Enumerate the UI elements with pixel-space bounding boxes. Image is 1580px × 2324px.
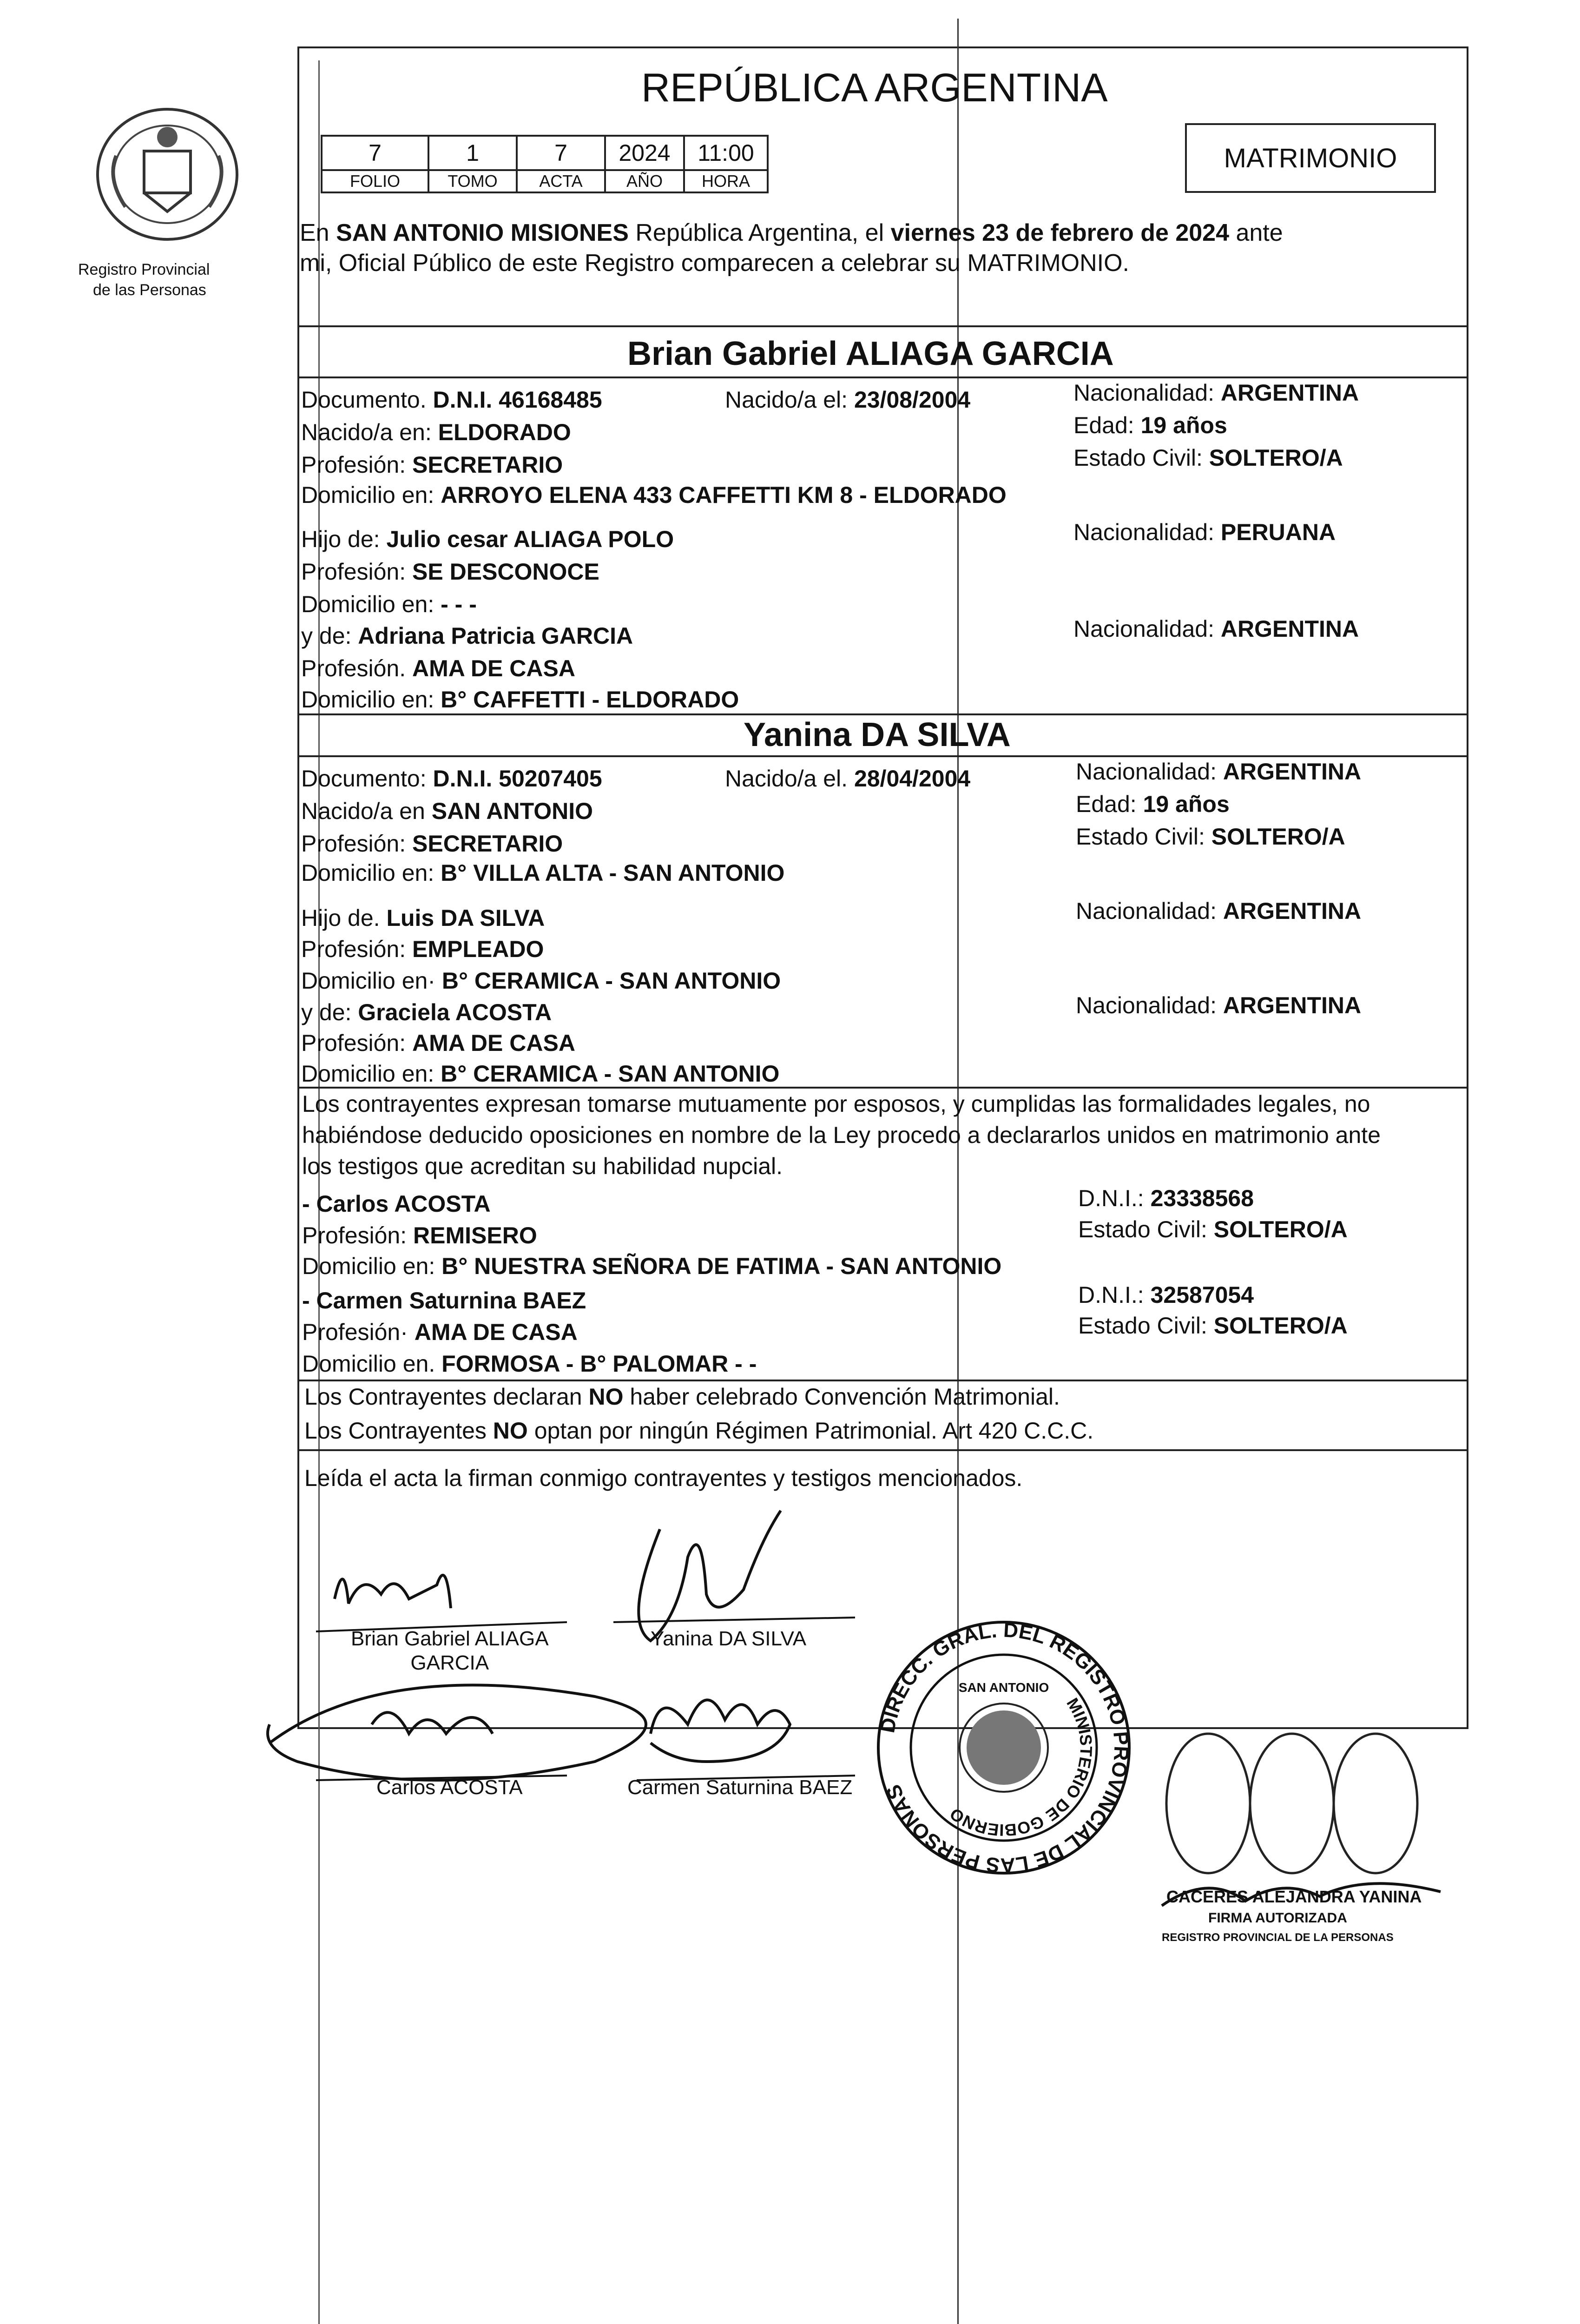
- closing-text: Leída el acta la firman conmigo contrayentes y testigos mencionados.: [304, 1465, 1023, 1491]
- spouse2-name: Yanina DA SILVA: [744, 716, 1011, 753]
- spouse2-padre-nac: Nacionalidad: ARGENTINA: [1076, 898, 1362, 924]
- spouse1-madre: y de: Adriana Patricia GARCIA: [301, 623, 633, 649]
- registry-name-line1: Registro Provincial: [78, 261, 210, 278]
- intro-place: SAN ANTONIO MISIONES: [336, 219, 629, 246]
- intro-p1: En: [300, 219, 336, 246]
- declaration-line1: Los contrayentes expresan tomarse mutuamente por esposos, y cumplidas las formalidades legales, no: [302, 1091, 1370, 1117]
- sig2-label: Yanina DA SILVA: [651, 1627, 807, 1650]
- spouse1-edad: Edad: 19 años: [1073, 412, 1227, 438]
- intro-line1: [300, 218, 1283, 247]
- divider: [297, 325, 1468, 327]
- spouse2-madre: y de: Graciela ACOSTA: [301, 999, 552, 1025]
- official-registry: REGISTRO PROVINCIAL DE LA PERSONAS: [1162, 1931, 1394, 1944]
- witness2-domicilio: Domicilio en. FORMOSA - B° PALOMAR - -: [302, 1351, 757, 1377]
- spouse2-padre-prof: Profesión: EMPLEADO: [301, 936, 544, 962]
- witness2-profesion: Profesión· AMA DE CASA: [302, 1319, 578, 1345]
- official-role: FIRMA AUTORIZADA: [1208, 1910, 1347, 1926]
- spouse2-domicilio: Domicilio en: B° VILLA ALTA - SAN ANTONIO: [301, 860, 785, 886]
- spouse1-padre-nac: Nacionalidad: PERUANA: [1073, 519, 1336, 545]
- spouse2-edad: Edad: 19 años: [1076, 791, 1230, 817]
- sig1-label: Brian Gabriel ALIAGA GARCIA: [351, 1627, 549, 1674]
- spouse1-madre-dom: Domicilio en: B° CAFFETTI - ELDORADO: [301, 687, 739, 713]
- witness1-name: - Carlos ACOSTA: [302, 1191, 491, 1217]
- spouse1-documento: Documento. D.N.I. 46168485: [301, 387, 602, 413]
- divider: [297, 1380, 1468, 1381]
- spouse1-padre: Hijo de: Julio cesar ALIAGA POLO: [301, 526, 674, 552]
- seal-center-text: SAN ANTONIO: [958, 1680, 1049, 1695]
- spouse1-nacionalidad: Nacionalidad: ARGENTINA: [1073, 380, 1359, 406]
- act-type: MATRIMONIO: [1224, 143, 1397, 173]
- tomo-value: 1: [428, 136, 517, 170]
- witness2-dni: D.N.I.: 32587054: [1078, 1282, 1254, 1308]
- intro-p3: ante: [1229, 219, 1283, 246]
- act-type-box: [1185, 123, 1436, 193]
- spouse2-profesion: Profesión: SECRETARIO: [301, 831, 563, 857]
- seal-inner-text: MINISTERIO DE GOBIERNO: [946, 1694, 1096, 1840]
- spouse1-padre-dom: Domicilio en: - - -: [301, 591, 477, 617]
- spouse2-estado: Estado Civil: SOLTERO/A: [1076, 824, 1345, 850]
- hora-label: HORA: [684, 170, 768, 192]
- registry-name-line2: de las Personas: [93, 281, 206, 299]
- spouse2-padre: Hijo de. Luis DA SILVA: [301, 905, 545, 931]
- spouse2-nacido-el: Nacido/a el. 28/04/2004: [725, 766, 971, 792]
- province-logo: [88, 100, 246, 249]
- acta-value: 7: [517, 136, 605, 170]
- intro-date: viernes 23 de febrero de 2024: [890, 219, 1230, 246]
- fingerprints: [1162, 1729, 1422, 1878]
- witness1-domicilio: Domicilio en: B° NUESTRA SEÑORA DE FATIMA - SAN ANTONIO: [302, 1253, 1002, 1279]
- regime-line1: Los Contrayentes declaran NO haber celebrado Convención Matrimonial.: [304, 1384, 1060, 1410]
- divider: [297, 1087, 1468, 1089]
- spouse1-domicilio: Domicilio en: ARROYO ELENA 433 CAFFETTI KM 8 - ELDORADO: [301, 482, 1007, 508]
- spouse1-madre-prof: Profesión. AMA DE CASA: [301, 655, 575, 681]
- spouse1-madre-nac: Nacionalidad: ARGENTINA: [1073, 616, 1359, 642]
- spouse2-nacionalidad: Nacionalidad: ARGENTINA: [1076, 759, 1362, 785]
- divider: [297, 376, 1468, 378]
- anio-value: 2024: [605, 136, 684, 170]
- record-table: [321, 135, 769, 193]
- divider: [297, 713, 1468, 715]
- tomo-label: TOMO: [428, 170, 517, 192]
- spouse2-documento: Documento: D.N.I. 50207405: [301, 766, 602, 792]
- official-seal: [874, 1618, 1134, 1878]
- spouse2-padre-dom: Domicilio en· B° CERAMICA - SAN ANTONIO: [301, 968, 781, 994]
- divider: [297, 1449, 1468, 1451]
- country-title: REPÚBLICA ARGENTINA: [641, 66, 1108, 110]
- witness1-dni: D.N.I.: 23338568: [1078, 1185, 1254, 1211]
- spouse2-madre-prof: Profesión: AMA DE CASA: [301, 1030, 575, 1056]
- folio-value: 7: [322, 136, 428, 170]
- hora-value: 11:00: [684, 136, 768, 170]
- spouse1-nacido-en: Nacido/a en: ELDORADO: [301, 419, 571, 445]
- witness2-estado: Estado Civil: SOLTERO/A: [1078, 1313, 1348, 1339]
- witness1-estado: Estado Civil: SOLTERO/A: [1078, 1216, 1348, 1242]
- spouse1-nacido-el: Nacido/a el: 23/08/2004: [725, 387, 971, 413]
- declaration-line3: los testigos que acreditan su habilidad nupcial.: [302, 1153, 783, 1179]
- official-name: CACERES ALEJANDRA YANINA: [1166, 1887, 1422, 1906]
- witness2-name: - Carmen Saturnina BAEZ: [302, 1287, 586, 1314]
- seal-outer-text: DIRECC. GRAL. DEL REGISTRO PROVINCIAL DE LAS PERSONAS: [876, 1618, 1133, 1877]
- spouse1-estado: Estado Civil: SOLTERO/A: [1073, 445, 1343, 471]
- intro-line2: mi, Oficial Público de este Registro comparecen a celebrar su MATRIMONIO.: [300, 250, 1129, 277]
- folio-label: FOLIO: [322, 170, 428, 192]
- divider: [297, 755, 1468, 757]
- spouse1-padre-prof: Profesión: SE DESCONOCE: [301, 559, 599, 585]
- intro-p2: República Argentina, el: [628, 219, 891, 246]
- spouse2-madre-dom: Domicilio en: B° CERAMICA - SAN ANTONIO: [301, 1061, 780, 1087]
- regime-line2: Los Contrayentes NO optan por ningún Régimen Patrimonial. Art 420 C.C.C.: [304, 1418, 1094, 1444]
- spouse2-nacido-en: Nacido/a en SAN ANTONIO: [301, 798, 593, 824]
- spouse2-madre-nac: Nacionalidad: ARGENTINA: [1076, 992, 1362, 1018]
- sig3-label: Carlos ACOSTA: [376, 1776, 523, 1799]
- declaration-line2: habiéndose deducido oposiciones en nombre de la Ley procedo a declararlos unidos en matrimonio ante: [302, 1122, 1381, 1148]
- sig4-label: Carmen Saturnina BAEZ: [627, 1776, 853, 1799]
- anio-label: AÑO: [605, 170, 684, 192]
- spouse1-profesion: Profesión: SECRETARIO: [301, 452, 563, 478]
- acta-label: ACTA: [517, 170, 605, 192]
- witness1-profesion: Profesión: REMISERO: [302, 1222, 537, 1248]
- spouse1-name: Brian Gabriel ALIAGA GARCIA: [627, 335, 1114, 372]
